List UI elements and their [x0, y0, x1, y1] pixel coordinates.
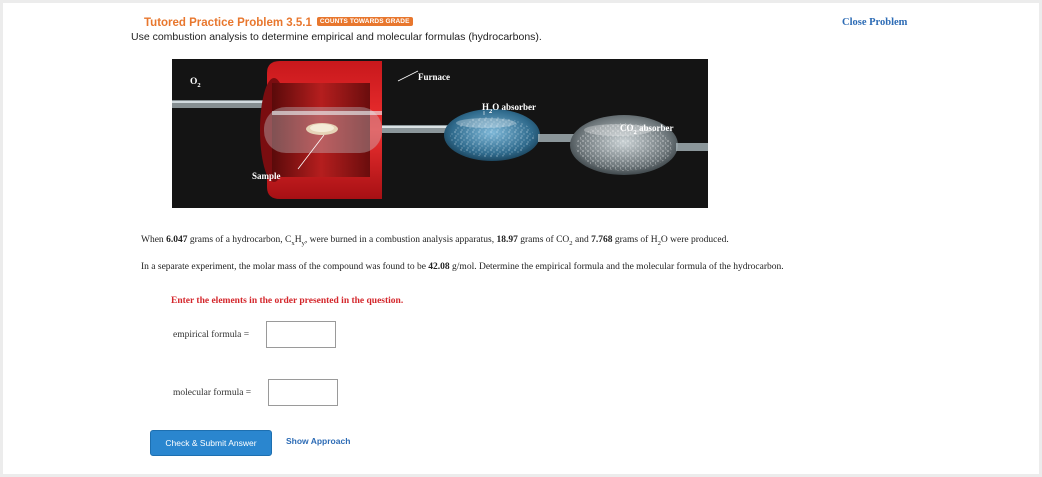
q1-text-g: grams of H — [612, 235, 658, 245]
label-co2-co: CO — [620, 123, 634, 133]
problem-subtitle: Use combustion analysis to determine empirical and molecular formulas (hydrocarbons). — [131, 31, 542, 43]
label-h2o-h: H — [482, 102, 490, 112]
empirical-formula-label: empirical formula = — [173, 330, 250, 340]
subscript-2-h2o: 2 — [657, 239, 661, 247]
empirical-formula-input[interactable] — [266, 321, 336, 348]
question-paragraph-1 — [141, 235, 729, 245]
co2-mass-value: 18.97 — [496, 235, 518, 245]
label-sample: Sample — [252, 171, 281, 181]
label-h2o-rest: O absorber — [492, 102, 537, 112]
molecular-formula-input[interactable] — [268, 379, 338, 406]
combustion-apparatus-figure — [172, 59, 708, 208]
h2o-mass-value: 7.768 — [591, 235, 613, 245]
q1-text-a: When — [141, 235, 167, 245]
show-approach-link[interactable]: Show Approach — [286, 436, 351, 446]
q1-text-d: , were burned in a combustion analysis apparatus, — [304, 235, 497, 245]
q2-text-b: g/mol. Determine the empirical formula and the molecular formula of the hydrocarbon. — [449, 262, 784, 272]
label-o2: O — [190, 77, 198, 87]
subscript-x: x — [291, 239, 295, 247]
label-furnace: Furnace — [418, 72, 450, 82]
label-co2-sub: 2 — [633, 129, 637, 136]
svg-text:O2 — [190, 77, 201, 89]
apparatus-illustration — [172, 59, 708, 208]
instruction-text: Enter the elements in the order presented in the question. — [171, 296, 404, 306]
check-submit-answer-button[interactable]: Check & Submit Answer — [150, 430, 272, 456]
grade-badge: COUNTS TOWARDS GRADE — [317, 17, 413, 26]
question-paragraph-2 — [141, 262, 784, 272]
label-h2o-sub: 2 — [489, 108, 493, 115]
subscript-y: y — [301, 239, 305, 247]
q1-text-b: grams of a hydrocarbon, C — [187, 235, 292, 245]
q1-text-c: H — [294, 235, 302, 245]
q2-text-a: In a separate experiment, the molar mass of the compound was found to be — [141, 262, 429, 272]
close-problem-link[interactable]: Close Problem — [842, 17, 908, 28]
q1-text-f: and — [572, 235, 592, 245]
molar-mass-value: 42.08 — [428, 262, 450, 272]
label-co2-rest: absorber — [636, 123, 674, 133]
problem-title-text: Tutored Practice Problem 3.5.1 — [144, 17, 312, 29]
molecular-formula-label: molecular formula = — [173, 388, 252, 398]
label-o2-sub: 2 — [197, 82, 201, 89]
q1-text-e: grams of CO — [517, 235, 570, 245]
q1-text-h: O were produced. — [660, 235, 729, 245]
subscript-2-co2: 2 — [569, 239, 573, 247]
sample-mass-value: 6.047 — [166, 235, 188, 245]
problem-title — [144, 17, 413, 29]
